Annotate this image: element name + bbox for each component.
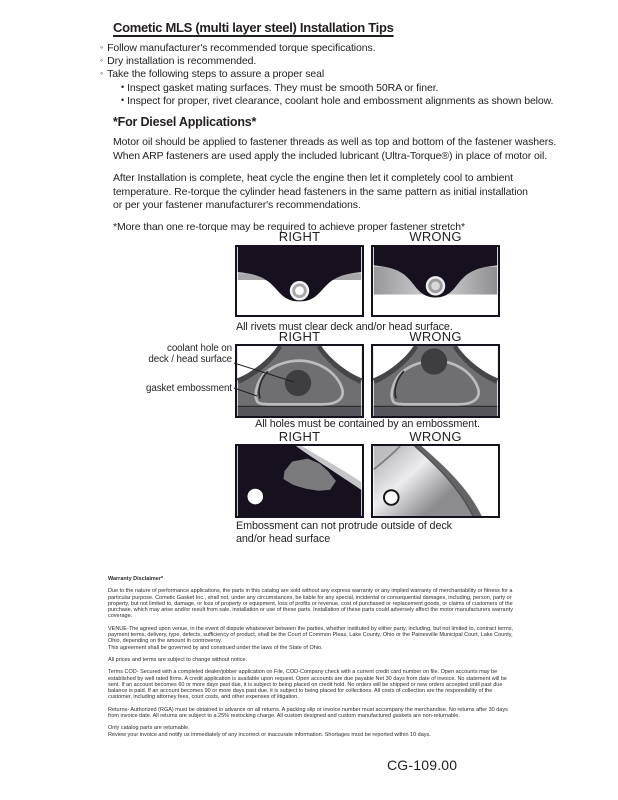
list-item-text: Inspect for proper, rivet clearance, coolant hole and embossment alignments as shown below.: [127, 94, 554, 107]
diesel-applications-section: [113, 116, 556, 235]
caption-line: Embossment can not protrude outside of deck: [236, 520, 452, 532]
wrong-label: WRONG: [409, 229, 462, 244]
disclaimer-paragraph: All prices and terms are subject to change without notice.: [108, 656, 248, 663]
rivet-wrong-illustration: [373, 247, 498, 315]
wrong-label: WRONG: [409, 429, 462, 444]
rivet-right-illustration: [237, 247, 362, 315]
list-item: [100, 82, 553, 95]
diagram-caption: All rivets must clear deck and/or head surface.: [236, 321, 453, 333]
disclaimer-paragraph: Review your invoice and notify us immediately of any incorrect or inaccurate information. Shortages must be reported within 10 days.: [108, 731, 431, 738]
warranty-disclaimer: [108, 576, 516, 744]
coolant-hole-label: deck / head surface: [148, 354, 232, 365]
diagram-rivet-wrong: [371, 245, 500, 317]
disclaimer-paragraph: This agreement shall be governed by and construed under the laws of the State of Ohio.: [108, 644, 323, 651]
list-item-text: Follow manufacturer's recommended torque specifications.: [107, 42, 376, 54]
coolant-hole-label: coolant hole on: [167, 343, 232, 354]
paragraph-line: After Installation is complete, heat cycle the engine then let it completely cool to ambient: [113, 172, 513, 185]
disclaimer-paragraph: Returns- Authorized (RGA) must be obtained in advance on all returns. A packing slip or invoice number must accompany the merchandise. No returns after 30 days from invoice date. All returns are subject to a 25% restocking charge. All custom designed and custom manufactured gaskets are non-returnable.: [108, 706, 508, 720]
diagram-rivet-right: [235, 245, 364, 317]
gasket-embossment-label: gasket embossment: [146, 383, 232, 394]
diagram-hole-wrong: [371, 344, 500, 418]
list-item-text: Dry installation is recommended.: [107, 55, 257, 68]
section-heading: *For Diesel Applications*: [113, 115, 257, 129]
diagram-caption: [236, 520, 452, 545]
hole-wrong-illustration: [373, 346, 498, 416]
diagram-hole-right: [235, 344, 364, 418]
paragraph-line: temperature. Re-torque the cylinder head fasteners in the same pattern as initial installation: [113, 185, 528, 198]
list-item-text: Take the following steps to assure a proper seal: [107, 68, 325, 81]
hole-right-illustration: [237, 346, 362, 416]
retorque-note: *More than one re-torque may be required to achieve proper fastener stretch*: [113, 221, 465, 234]
paragraph-line: or per your fastener manufacturer's recommendations.: [113, 199, 361, 212]
diagram-caption: All holes must be contained by an embossment.: [255, 418, 480, 430]
paragraph-line: When ARP fasteners are used apply the included lubricant (Ultra-Torque®) in place of motor oil.: [113, 149, 548, 162]
disclaimer-paragraph: Only catalog parts are returnable.: [108, 725, 190, 732]
diagram-protrude-wrong: [371, 444, 500, 518]
protrude-wrong-illustration: [373, 446, 498, 516]
wrong-label: WRONG: [409, 329, 462, 344]
page-title: Cometic MLS (multi layer steel) Installation Tips: [113, 20, 394, 35]
disclaimer-heading: Warranty Disclaimer*: [108, 576, 164, 582]
diagram-protrude-right: [235, 444, 364, 518]
right-label: RIGHT: [278, 329, 321, 344]
disclaimer-paragraph: Terms COD- Secured with a completed dealer/jobber application on File, COD-Company check with a current credit card number on file. Open accounts may be established by well rated firms. A credit application is available upon request. Open accounts are due payable Net 30 days from date of invoice. No statement will be sent. If an account becomes 60 or more days past due, it is subject to being placed on credit hold. No orders will be shipped or new orders accepted until past due balance is paid. If an account becomes 90 or more days past due, it is subject to being placed for collections. All costs of collection are the responsibility of the customer, including attorney fees, court costs, and other expenses of litigation.: [108, 669, 507, 701]
page-number: CG-109.00: [387, 757, 458, 773]
list-item: [100, 55, 553, 68]
right-label: RIGHT: [278, 229, 321, 244]
list-item: [100, 68, 553, 81]
disclaimer-paragraph: VENUE-The agreed upon venue, in the event of dispute whatsoever between the parties, whether instituted by either party, including, but not limited to, contract terms, payment terms, delivery, type, defects, sufficiency of product, shall be the Court of Common Pleas, Lake County, Ohio or the Painesville Municipal Court, Lake County, Ohio, depending on the amount in controversy.: [108, 625, 513, 645]
list-item: [100, 42, 553, 55]
disclaimer-paragraph: Due to the nature of performance applications, the parts in this catalog are sold without any express warranty or any implied warranty of merchantability or fitness for a particular purpose. Cometic Gasket Inc., shall not, under any circumstances, be liable for any special, incidental or consequential damages, including, person, party or property, but not limited to, damage, or loss of property or equipment, loss of profits or revenue, cost of purchased or replacement goods, or claims of customers of the purchase, which may arise and/or result from sale, installation or use of these parts. Installation of these parts could adversely affect the motor manufacturers warranty coverage.: [108, 588, 513, 620]
list-item: [100, 95, 553, 108]
paragraph-line: Motor oil should be applied to fastener threads as well as top and bottom of the fastener washers.: [113, 136, 557, 149]
list-item-text: Inspect gasket mating surfaces. They must be smooth 50RA or finer.: [127, 81, 439, 94]
caption-line: and/or head surface: [236, 532, 331, 545]
protrude-right-illustration: [237, 446, 362, 516]
installation-tips-list: [100, 42, 553, 108]
right-label: RIGHT: [278, 429, 321, 444]
